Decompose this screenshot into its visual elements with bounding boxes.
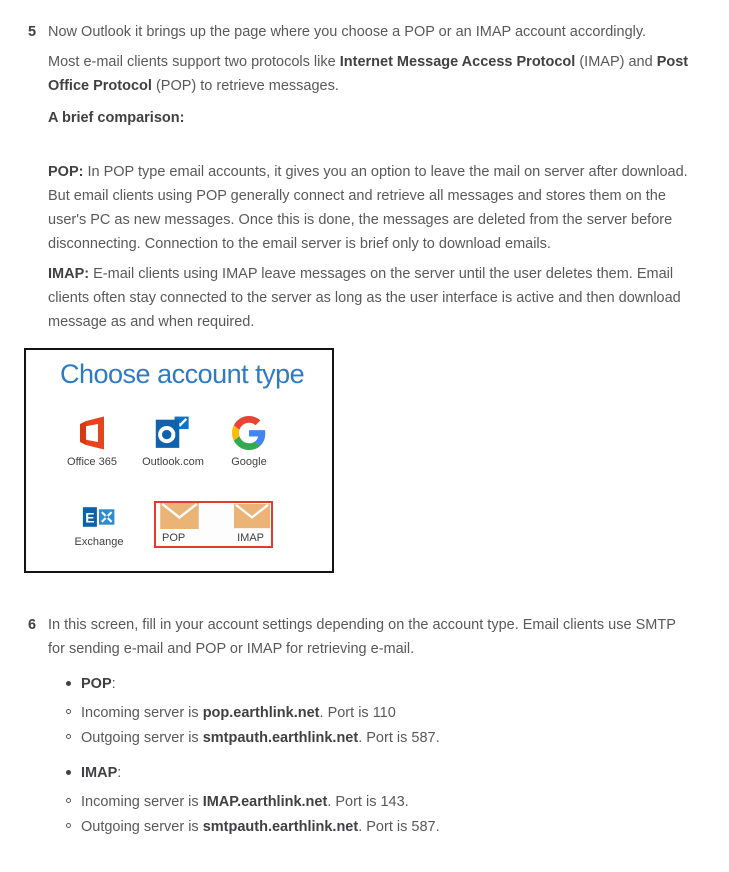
bullet-list [48, 672, 696, 839]
tile-label: Google [231, 456, 267, 468]
step-6-body [48, 613, 696, 840]
bullet-text: Incoming server is IMAP.earthlink.net. Port is 143. [81, 794, 409, 810]
step-6 [28, 613, 701, 840]
outlook-icon [154, 414, 192, 452]
office365-icon [74, 414, 110, 452]
tile-outlook [139, 414, 207, 468]
tile-label: Office 365 [67, 456, 117, 468]
google-icon [232, 414, 266, 452]
exchange-icon [82, 502, 116, 532]
step-5-body [48, 20, 696, 573]
bullet-item [66, 726, 696, 750]
bullet-circle-icon [66, 798, 71, 803]
bullet-circle-icon [66, 709, 71, 714]
svg-text:E: E [85, 509, 95, 526]
brief-comparison-heading: A brief comparison: [48, 110, 185, 126]
bullet-item [66, 815, 696, 839]
step-paragraph: Now Outlook it brings up the page where you choose a POP or an IMAP account accordingly. [48, 24, 647, 40]
bullet-item [66, 761, 696, 785]
pop-envelope-icon [160, 503, 199, 534]
step-number: 6 [28, 617, 37, 633]
bullet-text: Outgoing server is smtpauth.earthlink.net. Port is 587. [81, 730, 440, 746]
step-6-intro: In this screen, fill in your account settings depending on the account type. Email clients use SMTP for sending e-mail and POP or IMAP for retrieving e-mail. [48, 617, 676, 657]
imap-envelope-icon [234, 503, 270, 534]
step-number: 5 [28, 24, 37, 40]
protocols-paragraph: Most e-mail clients support two protocols like Internet Message Access Protocol (IMAP) and Post Office Protocol (POP) to retrieve messages. [48, 54, 689, 94]
imap-description-paragraph: IMAP: E-mail clients using IMAP leave messages on the server until the user deletes them. Email clients often stay connected to the server as long as the user interface is active and then download message as and when required. [48, 266, 681, 330]
bullet-dot-icon [66, 681, 71, 686]
tile-office365 [58, 414, 126, 468]
bullet-text: Incoming server is pop.earthlink.net. Port is 110 [81, 705, 396, 721]
bullet-text: IMAP: [81, 765, 122, 781]
account-type-figure [24, 348, 334, 573]
bullet-item [66, 790, 696, 814]
tile-label: Exchange [74, 536, 124, 548]
bullet-item [66, 672, 696, 696]
tile-label: Outlook.com [142, 456, 204, 468]
pop-description-paragraph: POP: In POP type email accounts, it gives you an option to leave the mail on server after download. But email clients using POP generally connect and retrieve all messages and stores them on the user's PC as new messages. Once this is done, the messages are deleted from the server before disconnecting. Connection to the email server is brief only to download emails. [48, 164, 688, 252]
bullet-circle-icon [66, 823, 71, 828]
step-5 [28, 20, 701, 573]
bullet-text: POP: [81, 676, 116, 692]
bullet-dot-icon [66, 770, 71, 775]
bullet-text: Outgoing server is smtpauth.earthlink.net. Port is 587. [81, 819, 440, 835]
pop-imap-highlight [154, 501, 273, 548]
figure-title: Choose account type [60, 359, 305, 389]
bullet-circle-icon [66, 734, 71, 739]
tile-google [215, 414, 283, 468]
imap-label: IMAP [237, 532, 264, 544]
tile-exchange [65, 502, 133, 548]
bullet-item [66, 701, 696, 725]
pop-label: POP [162, 532, 186, 544]
